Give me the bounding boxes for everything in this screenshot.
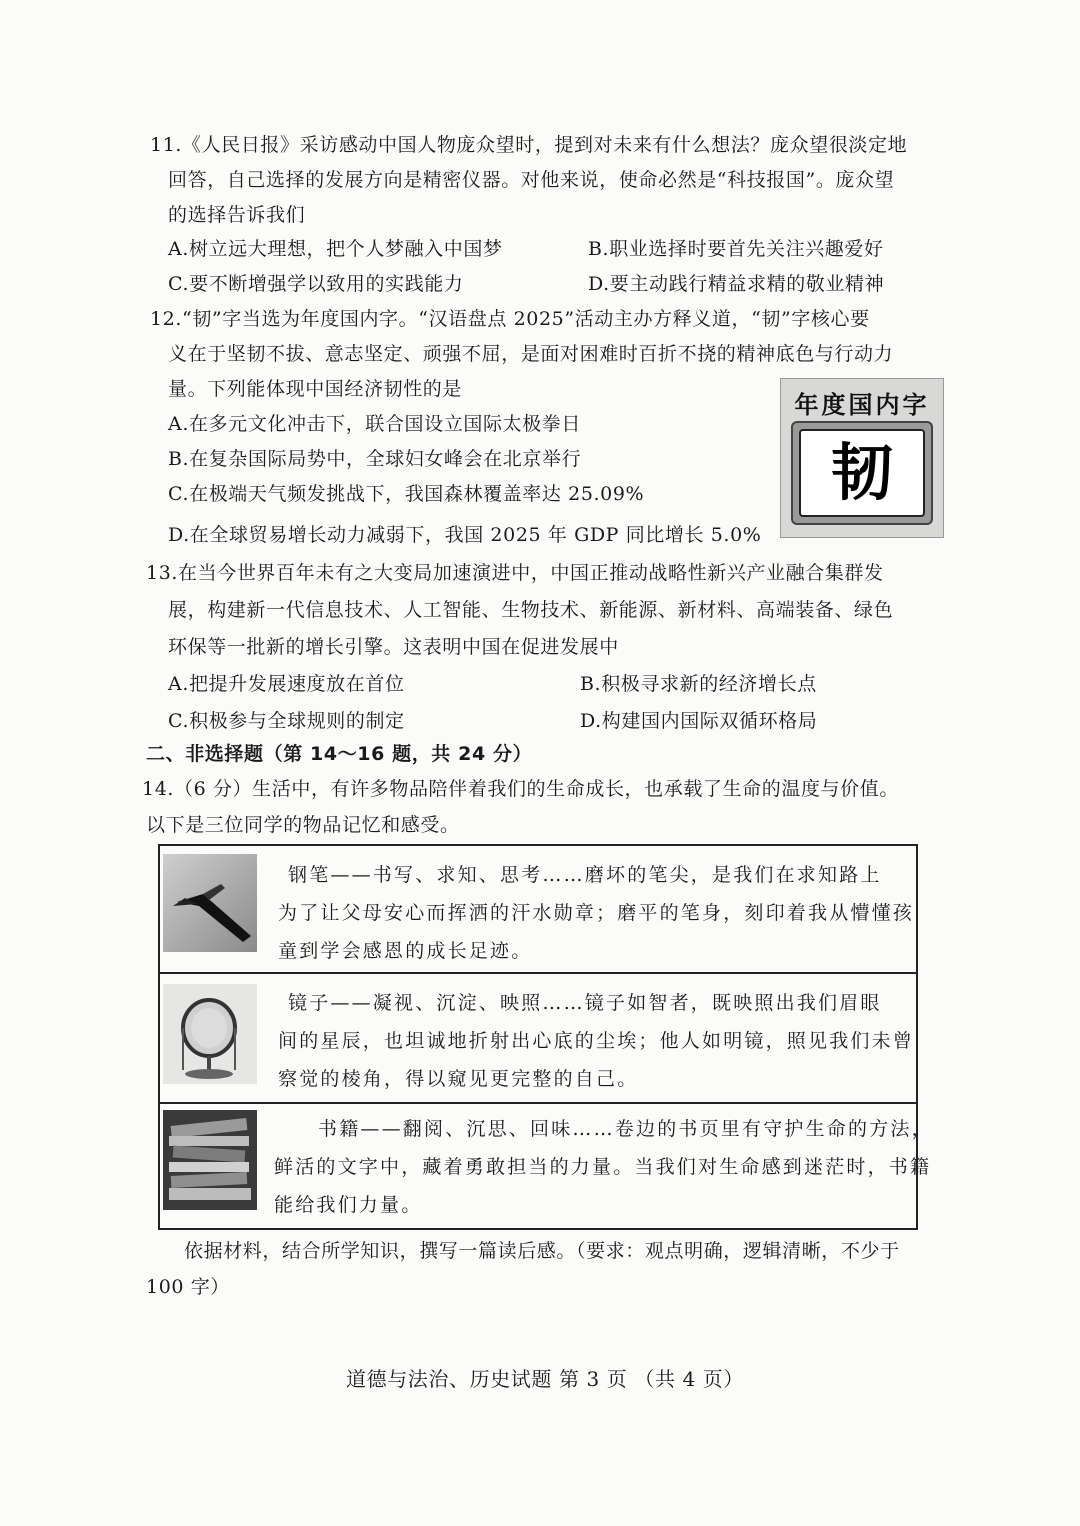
table-row-pen (160, 846, 916, 974)
q12-line-1: 12.“韧”字当选为年度国内字。“汉语盘点 2025”活动主办方释义道，“韧”字核心要 (150, 308, 870, 330)
mirror-text-2: 间的星辰，也坦诚地折射出心底的尘埃；他人如明镜，照见我们未曾 (278, 1030, 915, 1052)
mirror-text-3: 察觉的棱角，得以窥见更完整的自己。 (278, 1068, 639, 1090)
character-panel (799, 429, 925, 517)
pen-text-2: 为了让父母安心而挥洒的汗水勋章；磨平的笔身，刻印着我从懵懂孩 (278, 902, 915, 924)
q11-option-d: D.要主动践行精益求精的敬业精神 (588, 273, 885, 295)
q13-line-2: 展，构建新一代信息技术、人工智能、生物技术、新能源、新材料、高端装备、绿色 (168, 599, 894, 621)
q13-option-c: C.积极参与全球规则的制定 (168, 710, 405, 732)
annual-character: 韧 (830, 436, 893, 509)
q12-option-c: C.在极端天气频发挑战下，我国森林覆盖率达 25.09% (168, 483, 645, 505)
q12-option-b: B.在复杂国际局势中，全球妇女峰会在北京举行 (168, 448, 582, 470)
books-photo (163, 1110, 257, 1210)
q13-line-3: 环保等一批新的增长引擎。这表明中国在促进发展中 (168, 636, 619, 658)
q14-line-1: 14.（6 分）生活中，有许多物品陪伴着我们的生命成长，也承载了生命的温度与价值。 (142, 778, 899, 800)
table-row-mirror (160, 974, 916, 1104)
books-text-2: 鲜活的文字中，藏着勇敢担当的力量。当我们对生命感到迷茫时，书籍 (274, 1156, 932, 1178)
q11-line-1: 11.《人民日报》采访感动中国人物庞众望时，提到对未来有什么想法？庞众望很淡定地 (150, 134, 908, 156)
table-row-books (160, 1104, 933, 1228)
pen-text-3: 童到学会感恩的成长足迹。 (278, 940, 533, 962)
q11-option-a: A.树立远大理想，把个人梦融入中国梦 (168, 238, 503, 260)
page-footer: 道德与法治、历史试题 第 3 页 （共 4 页） (346, 1367, 744, 1391)
mirror-photo (163, 984, 257, 1084)
q12-option-d: D.在全球贸易增长动力减弱下，我国 2025 年 GDP 同比增长 5.0% (168, 524, 762, 546)
q13-option-d: D.构建国内国际双循环格局 (580, 710, 818, 732)
q12-line-3: 量。下列能体现中国经济韧性的是 (168, 378, 463, 400)
pen-photo (163, 854, 257, 952)
q11-option-c: C.要不断增强学以致用的实践能力 (168, 273, 464, 295)
q12-option-a: A.在多元文化冲击下，联合国设立国际太极拳日 (168, 413, 581, 435)
q13-option-b: B.积极寻求新的经济增长点 (580, 673, 817, 695)
q13-option-a: A.把提升发展速度放在首位 (168, 673, 405, 695)
books-text-3: 能给我们力量。 (274, 1194, 423, 1216)
character-frame (791, 421, 933, 525)
q14-task-line-1: 依据材料，结合所学知识，撰写一篇读后感。（要求：观点明确，逻辑清晰，不少于 (184, 1240, 900, 1262)
pen-text-1: 钢笔——书写、求知、思考……磨坏的笔尖，是我们在求知路上 (288, 864, 882, 886)
section-2-heading: 二、非选择题（第 14～16 题，共 24 分） (146, 743, 533, 765)
annual-character-image (780, 378, 944, 538)
q11-option-b: B.职业选择时要首先关注兴趣爱好 (588, 238, 884, 260)
q14-line-2: 以下是三位同学的物品记忆和感受。 (146, 814, 460, 836)
q12-line-2: 义在于坚韧不拔、意志坚定、顽强不屈，是面对困难时百折不挠的精神底色与行动力 (168, 343, 894, 365)
q11-line-3: 的选择告诉我们 (168, 204, 306, 226)
item-memory-table (158, 844, 933, 1230)
mirror-text-1: 镜子——凝视、沉淀、映照……镜子如智者，既映照出我们眉眼 (288, 992, 882, 1014)
q13-line-1: 13.在当今世界百年未有之大变局加速演进中，中国正推动战略性新兴产业融合集群发 (146, 562, 884, 584)
books-text-1: 书籍——翻阅、沉思、回味……卷边的书页里有守护生命的方法， (318, 1118, 933, 1140)
q14-task-line-2: 100 字） (146, 1276, 230, 1298)
q11-line-2: 回答，自己选择的发展方向是精密仪器。对他来说，使命必然是“科技报国”。庞众望 (168, 169, 895, 191)
annual-character-heading: 年度国内字 (794, 391, 930, 419)
